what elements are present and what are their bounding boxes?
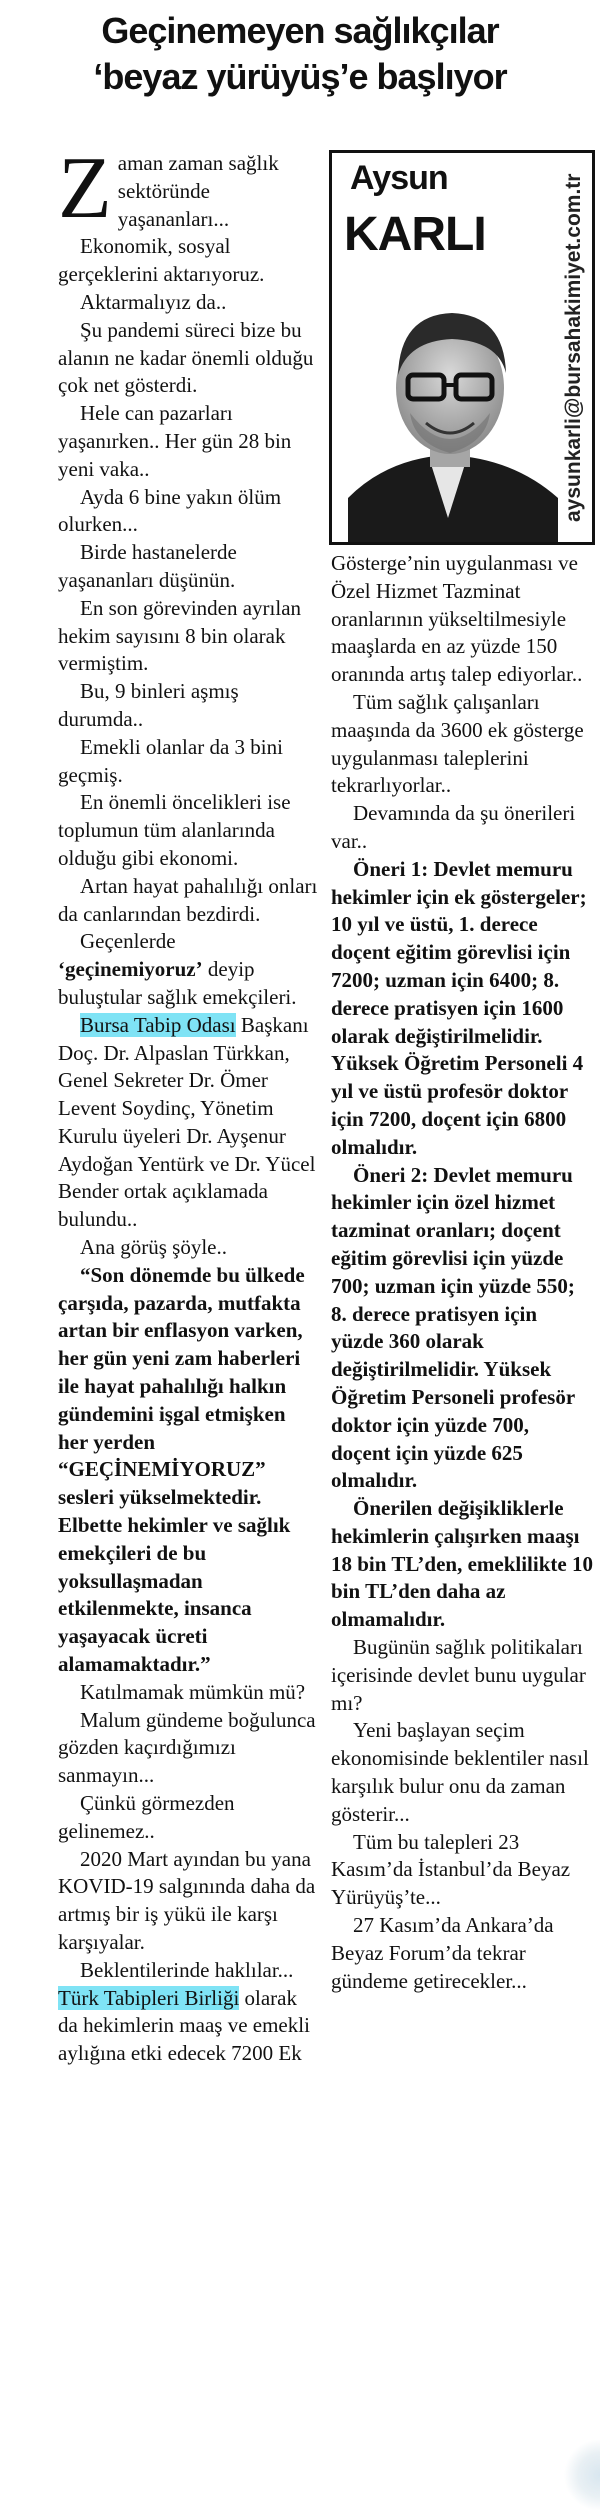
paragraph: Ayda 6 bine yakın ölüm olurken... xyxy=(58,484,282,537)
quoted-word: ‘geçinemiyoruz’ xyxy=(58,957,203,982)
paragraph: Devamında da şu önerileri var.. xyxy=(331,801,576,853)
paragraph: Aktarmalıyız da.. xyxy=(80,289,227,314)
headline xyxy=(0,0,600,100)
paragraph: Birde hastanelerde yaşananları düşünün. xyxy=(58,540,237,592)
proposal-paragraph: Öneri 2: Devlet memuru hekimler için özel hizmet tazminat oranları; doçent eğitim görevlisi için yüzde 700; uzman için yüzde 550; 8. derece pratisyen için yüzde 360 olarak değiştirilmelidir. Yüksek Öğretim Personeli profesör doktor için yüzde 700, doçent için yüzde 625 olmalıdır. xyxy=(331,1162,575,1493)
intro-paragraph xyxy=(58,140,320,237)
proposal-paragraph: Önerilen değişikliklerle hekimlerin çalışırken maaşı 18 bin TL’den, emeklilikte 10 bin TL’den daha az olmamalıdır. xyxy=(331,1496,593,1632)
proposal-paragraph: Öneri 1: Devlet memuru hekimler için ek göstergeler; 10 yıl ve üstü, 1. derece doçent eğitim görevlisi için 7200; uzman için 6400; 8. derece pratisyen için 1600 olarak değiştirilmelidir. Yüksek Öğretim Personeli 4 yıl ve üstü profesör doktor için 7200, doçent için 6800 olmalıdır. xyxy=(331,856,587,1159)
paragraph: Malum gündeme boğulunca gözden kaçırdığımızı sanmayın... xyxy=(58,1707,316,1788)
paragraph: Yeni başlayan seçim ekonomisinde beklentiler nasıl karşılık bulur onu da zaman gösterir... xyxy=(331,1718,589,1826)
paragraph-text: deyip buluştular sağlık emekçileri. xyxy=(58,957,297,1009)
article-right-column xyxy=(331,550,593,1995)
paragraph: Tüm sağlık çalışanları maaşında da 3600 ek gösterge uygulanması taleplerini tekrarlıyorlar.. xyxy=(331,689,584,798)
highlight-turk-tabipleri-birligi: Türk Tabipleri Birliği xyxy=(58,1985,240,2010)
paragraph: Artan hayat pahalılığı onları da canlarından bezdirdi. xyxy=(58,873,318,926)
quote-paragraph: “Son dönemde bu ülkede çarşıda, pazarda, mutfakta artan bir enflasyon varken, her gün yeni zam haberleri ile hayat pahalılığı halkın gündemini işgal etmişken her yerden “GEÇİNEMİYORUZ” sesleri yükselmektedir. Elbette hekimler ve sağlık emekçileri de bu yoksullaşmadan etkilenmekte, insanca yaşayacak ücreti alamamaktadır.” xyxy=(58,1262,305,1677)
headline-line-2: ‘beyaz yürüyüş’e başlıyor xyxy=(93,56,507,97)
paragraph: Bugünün sağlık politikaları içerisinde devlet bunu uygular mı? xyxy=(331,1635,586,1715)
paragraph: Çünkü görmezden gelinemez.. xyxy=(58,1791,235,1843)
paragraph-org2 xyxy=(58,1985,320,2068)
paragraph: Bu, 9 binleri aşmış durumda.. xyxy=(58,679,239,731)
paragraph: 27 Kasım’da Ankara’da Beyaz Forum’da tekrar gündeme getirecekler... xyxy=(331,1913,554,1993)
paragraph-text: olarak da hekimlerin maaş ve emekli aylığına etki edecek 7200 Ek xyxy=(58,1985,310,2066)
headline-line-1: Geçinemeyen sağlıkçılar xyxy=(101,10,499,51)
paragraph-geceniyoruz xyxy=(58,928,320,1011)
paragraph: Ekonomik, sosyal gerçeklerini aktarıyoruz. xyxy=(58,234,265,287)
paragraph: Ana görüş şöyle.. xyxy=(80,1235,227,1260)
paragraph-text: Başkanı Doç. Dr. Alpaslan Türkkan, Genel Sekreter Dr. Ömer Levent Soydinç, Yönetim Kurulu üyeleri Dr. Ayşenur Aydoğan Yentürk ve Dr. Yücel Bender ortak açıklamada bulundu.. xyxy=(58,1012,316,1232)
author-photo xyxy=(348,283,558,543)
paragraph: Şu pandemi süreci bize bu alanın ne kadar önemli olduğu çok net gösterdi. xyxy=(58,317,314,398)
paragraph: 2020 Mart ayından bu yana KOVID-19 salgınında daha da artmış bir iş yükü ile karşı karşıyalar. xyxy=(58,1846,316,1954)
article-left-column xyxy=(58,140,320,2068)
paragraph: Katılmamak mümkün mü? xyxy=(80,1679,306,1704)
paragraph: Gösterge’nin uygulanması ve Özel Hizmet Tazminat oranlarının yükseltilmesiyle maaşlarda en az yüzde 150 oranında artış talep ediyorlar.. xyxy=(331,551,583,687)
drop-cap: Z xyxy=(58,140,112,237)
paragraph-text: Geçenlerde xyxy=(80,929,176,954)
author-box xyxy=(329,150,595,545)
highlight-bursa-tabip-odasi: Bursa Tabip Odası xyxy=(80,1012,236,1037)
author-first-name: Aysun xyxy=(350,159,448,197)
paragraph: Hele can pazarları yaşanırken.. Her gün 28 bin yeni vaka.. xyxy=(58,401,292,481)
paragraph-org1 xyxy=(58,1012,320,1234)
corner-watermark xyxy=(560,2440,600,2510)
paragraph: Tüm bu talepleri 23 Kasım’da İstanbul’da Beyaz Yürüyüş’te... xyxy=(331,1829,571,1910)
paragraph: En önemli öncelikleri ise toplumun tüm alanlarında olduğu gibi ekonomi. xyxy=(58,790,291,870)
paragraph: Emekli olanlar da 3 bini geçmiş. xyxy=(58,734,283,787)
author-email: aysunkarli@bursahakimiyet.com.tr xyxy=(562,173,585,523)
paragraph: En son görevinden ayrılan hekim sayısını 8 bin olarak vermiştim. xyxy=(58,595,302,676)
author-last-name: KARLI xyxy=(344,208,486,261)
paragraph: Beklentilerinde haklılar... xyxy=(80,1957,294,1982)
intro-text: aman zaman sağlık sektöründe yaşananları... xyxy=(117,151,279,231)
